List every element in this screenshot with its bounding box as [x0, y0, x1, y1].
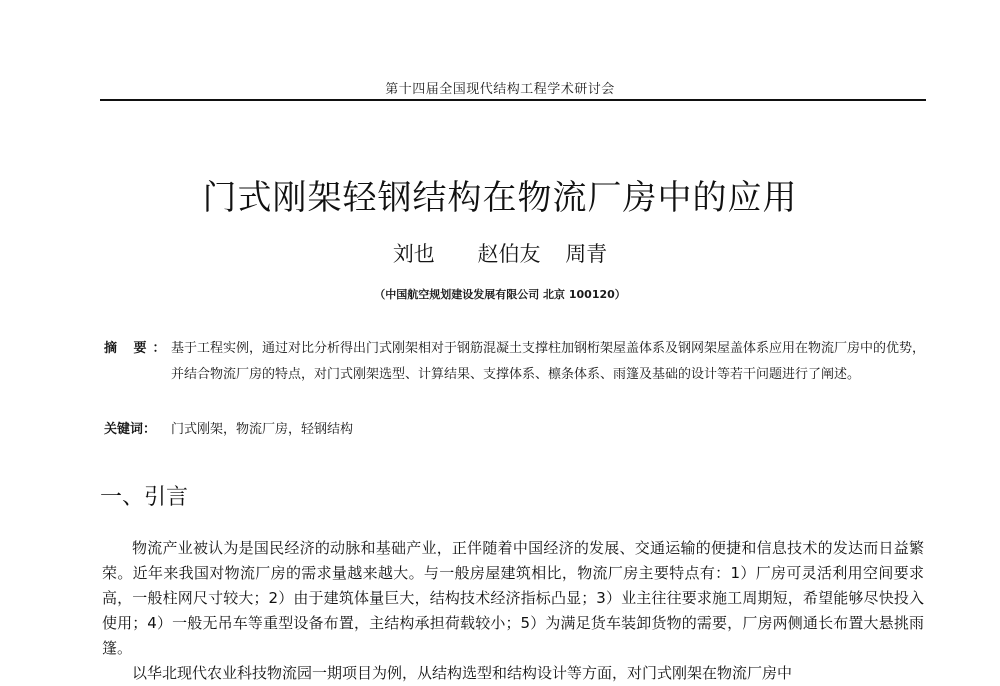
- abstract-text: 基于工程实例，通过对比分析得出门式刚架相对于钢筋混凝土支撑柱加钢桁架屋盖体系及钢网架屋盖体系应用在物流厂房中的优势，并结合物流厂房的特点，对门式刚架选型、计算结果、支撑体系、檩条体系、雨篷及基础的设计等若干问题进行了阐述。: [171, 341, 926, 382]
- abstract-label: 摘 要：: [104, 341, 172, 356]
- author-name: 赵伯友: [477, 242, 541, 266]
- author-list: [0, 238, 1000, 268]
- keywords-label: 关键词：: [104, 422, 157, 437]
- header-divider: [100, 99, 926, 101]
- author-affiliation: （中国航空规划建设发展有限公司 北京 100120）: [374, 288, 626, 301]
- paper-title: 门式刚架轻钢结构在物流厂房中的应用: [202, 178, 798, 218]
- body-paragraph: 以华北现代农业科技物流园一期项目为例，从结构选型和结构设计等方面，对门式刚架在物流厂房中: [132, 664, 793, 682]
- body-text: [102, 536, 924, 686]
- keywords-text: 门式刚架，物流厂房，轻钢结构: [171, 422, 354, 437]
- running-header: 第十四届全国现代结构工程学术研讨会: [385, 82, 615, 97]
- abstract-block: [100, 336, 930, 388]
- author-name: 刘也: [392, 242, 435, 266]
- author-name: 周青: [565, 242, 608, 266]
- body-paragraph: 物流产业被认为是国民经济的动脉和基础产业，正伴随着中国经济的发展、交通运输的便捷和信息技术的发达而日益繁荣。近年来我国对物流厂房的需求量越来越大。与一般房屋建筑相比，物流厂房主要特点有：1）厂房可灵活利用空间要求高，一般柱网尺寸较大；2）由于建筑体量巨大，结构技术经济指标凸显；3）业主往往要求施工周期短，希望能够尽快投入使用；4）一般无吊车等重型设备布置，主结构承担荷载较小；5）为满足货车装卸货物的需要，厂房两侧通长布置大悬挑雨篷。: [102, 539, 924, 657]
- keywords-block: [104, 418, 353, 437]
- section-heading: 一、引言: [100, 485, 189, 510]
